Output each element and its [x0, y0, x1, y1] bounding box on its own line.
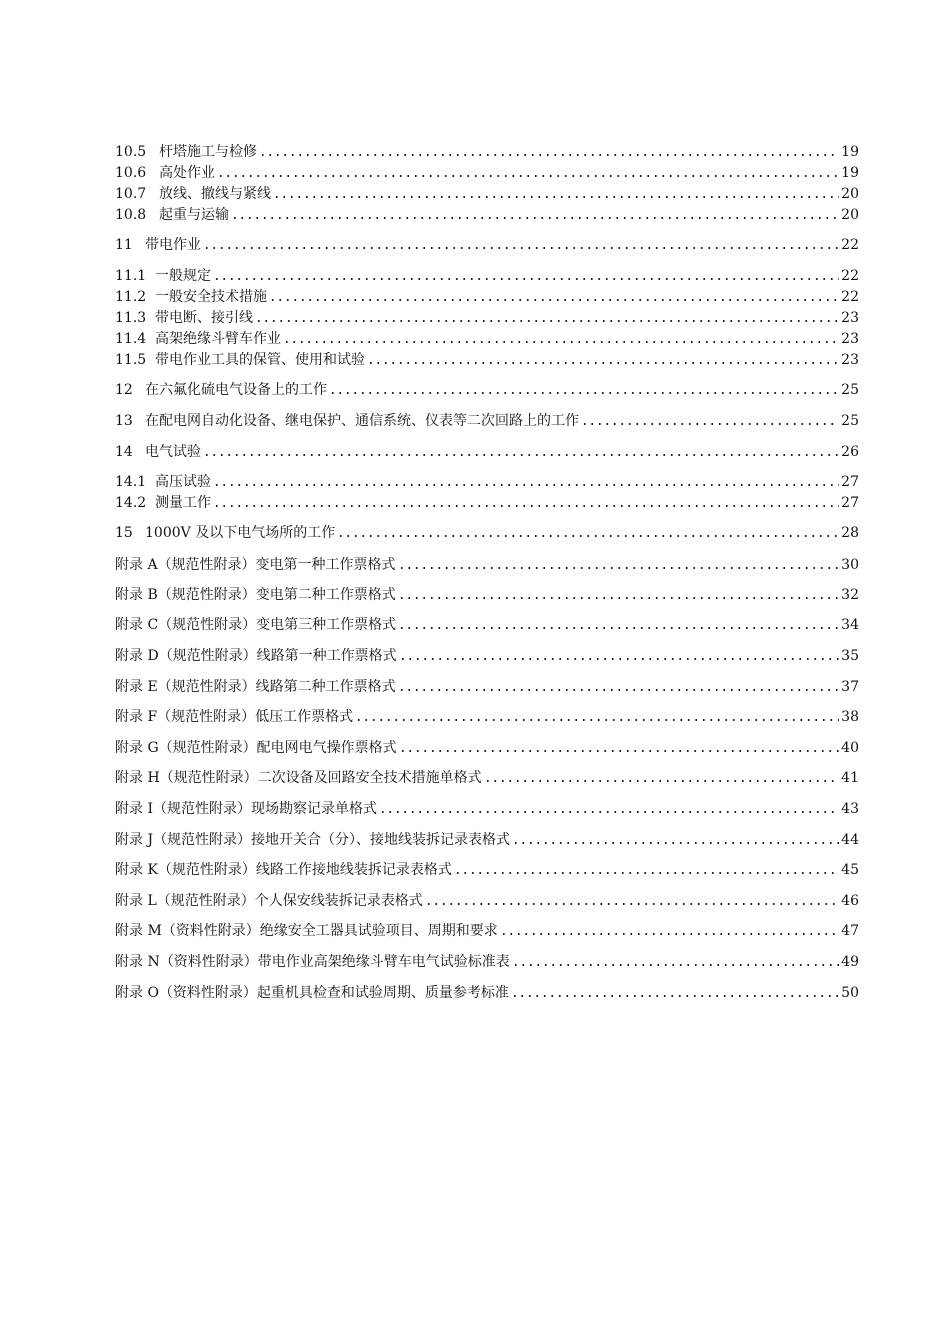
- toc-entry-title: （规范性附录）变电第一种工作票格式: [157, 557, 396, 573]
- toc-entry-title: （规范性附录）个人保安线装拆记录表格式: [156, 893, 423, 909]
- toc-entry-page-number: 22: [841, 268, 859, 284]
- toc-entry-number: 10.5: [115, 144, 147, 160]
- toc-entry-page-number: 28: [841, 525, 859, 541]
- toc-entry-title: 一般安全技术措施: [155, 289, 267, 305]
- toc-entry[interactable]: [115, 952, 859, 972]
- dot-leader: [512, 840, 839, 846]
- toc-entry-title: 在六氟化硫电气设备上的工作: [145, 382, 327, 398]
- toc-entry[interactable]: [115, 205, 859, 225]
- toc-entry-number: 14.1: [115, 474, 147, 490]
- toc-entry-number: 附录 K: [115, 862, 158, 878]
- toc-entry-title: （资料性附录）带电作业高架绝缘斗臂车电气试验标准表: [159, 954, 510, 970]
- toc-entry-title: 高架绝缘斗臂车作业: [155, 331, 281, 347]
- dot-leader: [203, 245, 839, 251]
- toc-entry-title: 一般规定: [155, 268, 211, 284]
- dot-leader: [259, 152, 839, 158]
- toc-entry-page-number: 23: [841, 352, 859, 368]
- toc-entry-page-number: 26: [841, 444, 859, 460]
- toc-entry-page-number: 19: [841, 144, 859, 160]
- toc-entry[interactable]: [115, 235, 859, 255]
- toc-entry[interactable]: [115, 585, 859, 605]
- toc-entry-title: 带电作业工具的保管、使用和试验: [155, 352, 365, 368]
- dot-leader: [398, 595, 839, 601]
- toc-entry[interactable]: [115, 184, 859, 204]
- toc-entry-page-number: 19: [841, 165, 859, 181]
- toc-entry-number: 11.2: [115, 289, 147, 305]
- toc-entry-page-number: 50: [841, 985, 859, 1001]
- toc-entry[interactable]: [115, 472, 859, 492]
- toc-entry-title: （规范性附录）线路第一种工作票格式: [158, 648, 397, 664]
- dot-leader: [213, 276, 839, 282]
- toc-entry-title: （规范性附录）配电网电气操作票格式: [158, 740, 397, 756]
- toc-entry-page-number: 27: [841, 495, 859, 511]
- toc-entry-page-number: 41: [841, 770, 859, 786]
- toc-entry-title: （规范性附录）接地开关合（分）、接地线装拆记录表格式: [153, 832, 511, 848]
- toc-entry-page-number: 25: [841, 413, 859, 429]
- toc-entry[interactable]: [115, 738, 859, 758]
- toc-entry-page-number: 20: [841, 186, 859, 202]
- toc-entry-title: 高处作业: [159, 165, 215, 181]
- toc-entry-number: 11.4: [115, 331, 147, 347]
- toc-entry-page-number: 32: [841, 587, 859, 603]
- dot-leader: [399, 748, 840, 754]
- toc-entry-number: 附录 O: [115, 985, 159, 1001]
- dot-leader: [379, 809, 839, 815]
- toc-entry-number: 附录 J: [115, 832, 154, 848]
- dot-leader: [213, 503, 839, 509]
- toc-entry[interactable]: [115, 142, 859, 162]
- toc-entry-number: 15: [115, 525, 133, 541]
- dot-leader: [398, 687, 840, 693]
- dot-leader: [203, 452, 839, 458]
- toc-entry-page-number: 34: [841, 617, 859, 633]
- toc-entry-title: （资料性附录）绝缘安全工器具试验项目、周期和要求: [161, 923, 498, 939]
- dot-leader: [581, 421, 839, 427]
- toc-entry-page-number: 43: [841, 801, 859, 817]
- toc-entry[interactable]: [115, 707, 859, 727]
- dot-leader: [399, 656, 839, 662]
- toc-entry[interactable]: [115, 329, 859, 349]
- dot-leader: [217, 173, 839, 179]
- dot-leader: [213, 482, 839, 488]
- toc-entry-page-number: 23: [841, 310, 859, 326]
- dot-leader: [231, 215, 839, 221]
- dot-leader: [329, 390, 839, 396]
- toc-entry[interactable]: [115, 308, 859, 328]
- toc-entry-number: 11.1: [115, 268, 147, 284]
- toc-entry-number: 11.3: [115, 310, 147, 326]
- toc-entry-number: 附录 H: [115, 770, 160, 786]
- toc-entry-page-number: 38: [841, 709, 859, 725]
- toc-entry-number: 附录 E: [115, 679, 158, 695]
- toc-entry-page-number: 25: [841, 382, 859, 398]
- dot-leader: [398, 625, 839, 631]
- toc-entry-page-number: 20: [841, 207, 859, 223]
- toc-entry-number: 附录 N: [115, 954, 160, 970]
- toc-entry-page-number: 22: [841, 237, 859, 253]
- toc-entry-number: 附录 D: [115, 648, 159, 664]
- toc-entry-title: 测量工作: [155, 495, 211, 511]
- toc-entry-page-number: 46: [841, 893, 859, 909]
- toc-entry[interactable]: [115, 830, 859, 850]
- toc-entry[interactable]: [115, 646, 859, 666]
- toc-entry-title: （规范性附录）线路工作接地线装拆记录表格式: [157, 862, 452, 878]
- toc-entry[interactable]: [115, 921, 859, 941]
- toc-entry[interactable]: [115, 799, 859, 819]
- toc-entry-page-number: 27: [841, 474, 859, 490]
- toc-entry-title: 带电断、接引线: [155, 310, 253, 326]
- dot-leader: [500, 931, 839, 937]
- toc-entry[interactable]: [115, 860, 859, 880]
- toc-entry-title: 1000V 及以下电气场所的工作: [145, 525, 336, 541]
- toc-entry-page-number: 47: [841, 923, 859, 939]
- toc-entry-number: 附录 C: [115, 617, 159, 633]
- toc-entry-title: （规范性附录）线路第二种工作票格式: [157, 679, 396, 695]
- toc-entry-page-number: 35: [841, 648, 859, 664]
- toc-entry-title: 杆塔施工与检修: [159, 144, 257, 160]
- toc-entry[interactable]: [115, 768, 859, 788]
- toc-entry[interactable]: [115, 163, 859, 183]
- toc-entry[interactable]: [115, 380, 859, 400]
- toc-entry-number: 附录 A: [115, 557, 158, 573]
- toc-entry[interactable]: [115, 983, 859, 1003]
- toc-entry-page-number: 44: [841, 832, 859, 848]
- dot-leader: [511, 993, 839, 999]
- toc-entry-page-number: 49: [841, 954, 859, 970]
- toc-entry-title: （规范性附录）变电第二种工作票格式: [157, 587, 396, 603]
- toc-entry-page-number: 30: [841, 557, 859, 573]
- toc-entry-title: 电气试验: [145, 444, 201, 460]
- dot-leader: [484, 778, 840, 784]
- toc-entry[interactable]: [115, 350, 859, 370]
- toc-entry-page-number: 45: [841, 862, 859, 878]
- toc-entry-title: 在配电网自动化设备、继电保护、通信系统、仪表等二次回路上的工作: [145, 413, 579, 429]
- toc-entry-page-number: 23: [841, 331, 859, 347]
- toc-entry-number: 13: [115, 413, 133, 429]
- toc-entry-page-number: 22: [841, 289, 859, 305]
- toc-entry-title: （规范性附录）现场勘察记录单格式: [152, 801, 377, 817]
- toc-entry-number: 附录 I: [115, 801, 153, 817]
- toc-entry-page-number: 37: [841, 679, 859, 695]
- toc-entry-number: 12: [115, 382, 133, 398]
- toc-entry-number: 附录 L: [115, 893, 157, 909]
- toc-entry-number: 14.2: [115, 495, 147, 511]
- dot-leader: [367, 360, 839, 366]
- toc-entry[interactable]: [115, 615, 859, 635]
- toc-entry[interactable]: [115, 266, 859, 286]
- toc-entry-number: 10.7: [115, 186, 147, 202]
- toc-entry[interactable]: [115, 555, 859, 575]
- toc-entry[interactable]: [115, 891, 859, 911]
- toc-entry-title: 高压试验: [155, 474, 211, 490]
- dot-leader: [283, 339, 839, 345]
- dot-leader: [398, 565, 840, 571]
- dot-leader: [269, 297, 839, 303]
- toc-entry-title: （资料性附录）起重机具检查和试验周期、质量参考标准: [158, 985, 509, 1001]
- dot-leader: [255, 318, 839, 324]
- toc-entry-number: 附录 F: [115, 709, 158, 725]
- toc-entry[interactable]: [115, 677, 859, 697]
- toc-entry-title: 放线、撤线与紧线: [159, 186, 271, 202]
- toc-entry-number: 附录 M: [115, 923, 162, 939]
- dot-leader: [337, 533, 839, 539]
- toc-entry-number: 附录 G: [115, 740, 159, 756]
- toc-entry-page-number: 40: [841, 740, 859, 756]
- toc-entry-number: 11.5: [115, 352, 147, 368]
- dot-leader: [355, 717, 839, 723]
- toc-entry[interactable]: [115, 523, 859, 543]
- toc-entry[interactable]: [115, 442, 859, 462]
- toc-entry-title: 带电作业: [145, 237, 201, 253]
- dot-leader: [273, 194, 839, 200]
- toc-entry[interactable]: [115, 287, 859, 307]
- toc-entry-number: 11: [115, 237, 133, 253]
- toc-entry[interactable]: [115, 411, 859, 431]
- toc-entry-number: 附录 B: [115, 587, 158, 603]
- toc-entry[interactable]: [115, 493, 859, 513]
- dot-leader: [512, 962, 839, 968]
- toc-entry-title: （规范性附录）二次设备及回路安全技术措施单格式: [159, 770, 482, 786]
- toc-entry-number: 14: [115, 444, 133, 460]
- dot-leader: [425, 901, 839, 907]
- dot-leader: [454, 870, 839, 876]
- toc-entry-title: （规范性附录）变电第三种工作票格式: [158, 617, 397, 633]
- toc-entry-title: （规范性附录）低压工作票格式: [157, 709, 354, 725]
- toc-entry-number: 10.6: [115, 165, 147, 181]
- toc-entry-number: 10.8: [115, 207, 147, 223]
- toc-entry-title: 起重与运输: [159, 207, 229, 223]
